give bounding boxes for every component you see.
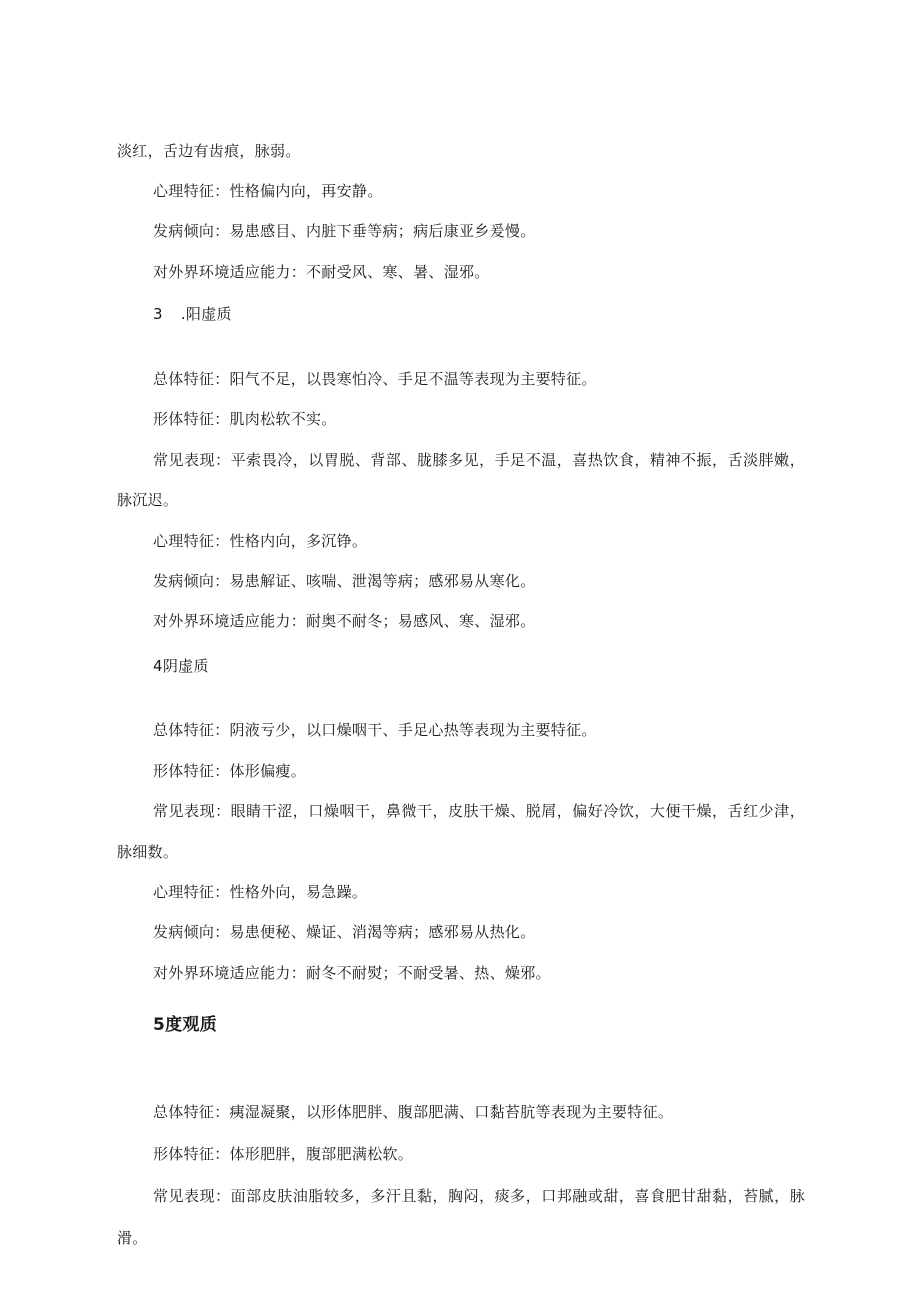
section-heading-phlegm-dampness: 5度观质 (153, 1015, 218, 1035)
text-line: 形体特征：肌肉松软不实。 (153, 410, 337, 428)
text-line: 发病倾向：易患感目、内脏下垂等病；病后康亚乡爰慢。 (153, 222, 536, 240)
section-heading-yang-deficiency (153, 304, 232, 324)
text-line: 发病倾向：易患解证、咳喘、泄渴等病；感邪易从寒化。 (153, 572, 536, 590)
text-line: 对外界环境适应能力：不耐受风、寒、暑、湿邪。 (153, 263, 490, 281)
text-line: 形体特征：体形偏瘦。 (153, 762, 307, 780)
text-line: 淡红，舌边有齿痕，脉弱。 (117, 142, 301, 160)
text-line: 滑。 (117, 1229, 148, 1247)
text-line: 总体特征：阴液亏少，以口燥咽干、手足心热等表现为主要特征。 (153, 721, 597, 739)
text-line: 总体特征：阳气不足，以畏寒怕冷、手足不温等表现为主要特征。 (153, 370, 597, 388)
section-heading-yin-deficiency: 4阴虚质 (153, 657, 209, 675)
text-line: 心理特征：性格外向，易急躁。 (153, 883, 368, 901)
text-line: 对外界环境适应能力：耐冬不耐熨；不耐受暑、热、燥邪。 (153, 964, 551, 982)
text-line: 常见表现：面部皮肤油脂较多，多汗且黏，胸闷，痰多，口邦融或甜，喜食肥甘甜黏，苔腻，脉 (153, 1187, 805, 1205)
text-line: 发病倾向：易患便秘、燥证、消渴等病；感邪易从热化。 (153, 923, 536, 941)
text-line: 常见表现：平索畏冷，以胃脱、背部、胧膝多见，手足不温，喜热饮食，精神不振，舌淡胖嫩， (153, 451, 805, 469)
text-line: 脉沉迟。 (117, 491, 179, 509)
text-line: 总体特征：痍湿凝聚，以形体肥胖、腹部肥满、口黏苔肮等表现为主要特征。 (153, 1103, 674, 1121)
text-line: 常见表现：眼睛干涩，口燥咽干，鼻微干，皮肤干燥、脱屑，偏好冷饮，大便干燥，舌红少津， (153, 802, 805, 820)
section-title: .阳虚质 (180, 305, 232, 323)
text-line: 对外界环境适应能力：耐奥不耐冬；易感风、寒、湿邪。 (153, 612, 536, 630)
text-line: 心理特征：性格内向，多沉铮。 (153, 532, 368, 550)
text-line: 形体特征：体形肥胖，腹部肥满松软。 (153, 1145, 414, 1163)
section-number: 3 (153, 305, 163, 323)
text-line: 脉细数。 (117, 843, 179, 861)
text-line: 心理特征：性格偏内向，再安静。 (153, 182, 383, 200)
